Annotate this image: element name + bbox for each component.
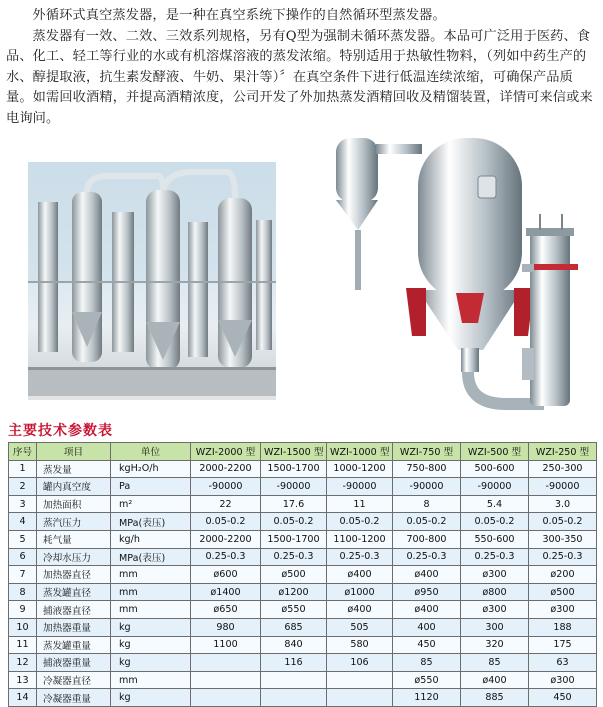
row-item: 蒸发罐直径: [37, 583, 111, 601]
cell-wzi-500: ø300: [461, 601, 529, 619]
cell-wzi-250: 3.0: [529, 495, 597, 513]
table-row: [9, 601, 597, 619]
row-no: 14: [9, 689, 37, 707]
cell-wzi-2000: ø600: [191, 566, 261, 584]
cell-wzi-2000: -90000: [191, 478, 261, 496]
table-header-row: [9, 443, 597, 461]
cell-wzi-750: ø950: [393, 583, 461, 601]
cell-wzi-2000: 1100: [191, 636, 261, 654]
evaporator-diagram-illustration: [318, 118, 596, 413]
cell-wzi-1000: ø400: [327, 601, 393, 619]
cell-wzi-750: 400: [393, 618, 461, 636]
table-row: [9, 583, 597, 601]
spec-table: [8, 442, 597, 707]
header-wzi-1500: WZI-1500 型: [261, 443, 327, 461]
factory-photo: [28, 162, 276, 400]
cell-wzi-1000: 0.25-0.3: [327, 548, 393, 566]
row-no: 5: [9, 530, 37, 548]
cell-wzi-1500: 1500-1700: [261, 530, 327, 548]
cell-wzi-1000: 11: [327, 495, 393, 513]
cell-wzi-1500: 1500-1700: [261, 460, 327, 478]
cell-wzi-750: 1120: [393, 689, 461, 707]
row-item: 加热器重量: [37, 618, 111, 636]
cell-wzi-500: ø400: [461, 671, 529, 689]
row-no: 2: [9, 478, 37, 496]
row-unit: kgH₂O/h: [111, 460, 191, 478]
row-no: 9: [9, 601, 37, 619]
cell-wzi-1500: 685: [261, 618, 327, 636]
row-no: 12: [9, 654, 37, 672]
row-item: 冷凝器重量: [37, 689, 111, 707]
row-unit: Pa: [111, 478, 191, 496]
cell-wzi-250: ø300: [529, 601, 597, 619]
row-no: 13: [9, 671, 37, 689]
header-wzi-1000: WZI-1000 型: [327, 443, 393, 461]
cell-wzi-2000: 2000-2200: [191, 460, 261, 478]
cell-wzi-1500: 17.6: [261, 495, 327, 513]
cell-wzi-1500: 0.25-0.3: [261, 548, 327, 566]
cell-wzi-2000: [191, 689, 261, 707]
cell-wzi-1000: ø1000: [327, 583, 393, 601]
table-title: 主要技术参数表: [8, 423, 113, 439]
evaporator-photo-illustration: [28, 162, 276, 396]
row-item: 冷凝器直径: [37, 671, 111, 689]
table-row: [9, 689, 597, 707]
row-item: 加热器直径: [37, 566, 111, 584]
row-no: 11: [9, 636, 37, 654]
cell-wzi-750: 0.05-0.2: [393, 513, 461, 531]
row-no: 7: [9, 566, 37, 584]
table-row: [9, 478, 597, 496]
cell-wzi-2000: ø1400: [191, 583, 261, 601]
cell-wzi-1000: -90000: [327, 478, 393, 496]
table-row: [9, 654, 597, 672]
cell-wzi-250: 450: [529, 689, 597, 707]
row-unit: kg: [111, 654, 191, 672]
cell-wzi-2000: 0.05-0.2: [191, 513, 261, 531]
cell-wzi-1000: [327, 689, 393, 707]
row-unit: MPa(表压): [111, 548, 191, 566]
cell-wzi-250: 250-300: [529, 460, 597, 478]
cell-wzi-1000: 1000-1200: [327, 460, 393, 478]
cell-wzi-750: 750-800: [393, 460, 461, 478]
row-no: 4: [9, 513, 37, 531]
header-wzi-500: WZI-500 型: [461, 443, 529, 461]
cell-wzi-500: 885: [461, 689, 529, 707]
header-no: 序号: [9, 443, 37, 461]
header-wzi-2000: WZI-2000 型: [191, 443, 261, 461]
row-unit: kg/h: [111, 530, 191, 548]
cell-wzi-500: 300: [461, 618, 529, 636]
cell-wzi-750: ø400: [393, 566, 461, 584]
table-row: [9, 530, 597, 548]
cell-wzi-250: 300-350: [529, 530, 597, 548]
row-item: 耗气量: [37, 530, 111, 548]
row-unit: mm: [111, 583, 191, 601]
cell-wzi-1000: [327, 671, 393, 689]
row-no: 1: [9, 460, 37, 478]
cell-wzi-500: ø300: [461, 566, 529, 584]
row-item: 捕液器重量: [37, 654, 111, 672]
table-row: [9, 460, 597, 478]
cell-wzi-2000: [191, 654, 261, 672]
cell-wzi-1000: 580: [327, 636, 393, 654]
table-row: [9, 495, 597, 513]
row-item: 加热面积: [37, 495, 111, 513]
cell-wzi-500: 85: [461, 654, 529, 672]
cell-wzi-500: 5.4: [461, 495, 529, 513]
row-item: 蒸发罐重量: [37, 636, 111, 654]
cell-wzi-500: 550-600: [461, 530, 529, 548]
table-row: [9, 548, 597, 566]
cell-wzi-250: ø500: [529, 583, 597, 601]
row-unit: m²: [111, 495, 191, 513]
cell-wzi-750: 0.25-0.3: [393, 548, 461, 566]
cell-wzi-500: 0.25-0.3: [461, 548, 529, 566]
row-unit: MPa(表压): [111, 513, 191, 531]
evaporator-render: [318, 118, 596, 413]
table-row: [9, 566, 597, 584]
header-wzi-750: WZI-750 型: [393, 443, 461, 461]
row-unit: mm: [111, 601, 191, 619]
row-unit: kg: [111, 689, 191, 707]
cell-wzi-1500: ø500: [261, 566, 327, 584]
row-no: 10: [9, 618, 37, 636]
cell-wzi-1500: ø550: [261, 601, 327, 619]
row-item: 捕液器直径: [37, 601, 111, 619]
intro-paragraph-1: 外循环式真空蒸发器，是一种在真空系统下操作的自然循环型蒸发器。: [32, 8, 446, 23]
table-row: [9, 618, 597, 636]
cell-wzi-250: 0.05-0.2: [529, 513, 597, 531]
cell-wzi-1500: ø1200: [261, 583, 327, 601]
header-wzi-250: WZI-250 型: [529, 443, 597, 461]
row-item: 罐内真空度: [37, 478, 111, 496]
cell-wzi-1500: 840: [261, 636, 327, 654]
row-unit: mm: [111, 566, 191, 584]
row-unit: kg: [111, 618, 191, 636]
cell-wzi-500: -90000: [461, 478, 529, 496]
cell-wzi-750: 700-800: [393, 530, 461, 548]
table-row: [9, 513, 597, 531]
cell-wzi-1500: [261, 689, 327, 707]
cell-wzi-1500: -90000: [261, 478, 327, 496]
intro-text: [6, 6, 594, 130]
cell-wzi-1000: 0.05-0.2: [327, 513, 393, 531]
row-item: 蒸汽压力: [37, 513, 111, 531]
row-no: 8: [9, 583, 37, 601]
cell-wzi-500: 500-600: [461, 460, 529, 478]
cell-wzi-2000: 22: [191, 495, 261, 513]
cell-wzi-750: ø400: [393, 601, 461, 619]
cell-wzi-750: 450: [393, 636, 461, 654]
row-item: 蒸发量: [37, 460, 111, 478]
cell-wzi-250: 188: [529, 618, 597, 636]
cell-wzi-250: 175: [529, 636, 597, 654]
row-no: 3: [9, 495, 37, 513]
cell-wzi-2000: 2000-2200: [191, 530, 261, 548]
cell-wzi-1500: 116: [261, 654, 327, 672]
cell-wzi-250: ø200: [529, 566, 597, 584]
intro-paragraph-2: 蒸发器有一效、二效、三效系列规格，另有Q型为强制未循环蒸发器。本品可广泛用于医药、食品、化工、轻工等行业的水或有机溶煤溶液的蒸发浓缩。特别适用于热敏性物料，（列如中药生产的水、醇提取液，抗生素发酵液、牛奶、果汁等）〞在真空条件下进行低温连续浓缩，可确保产品质量。如需回收酒精，并提高酒精浓度，公司开发了外加热蒸发酒精回收及精馏装置，详情可来信或来电询问。: [6, 28, 593, 126]
table-row: [9, 636, 597, 654]
cell-wzi-500: 0.05-0.2: [461, 513, 529, 531]
cell-wzi-750: -90000: [393, 478, 461, 496]
cell-wzi-1000: 1100-1200: [327, 530, 393, 548]
header-unit: 单位: [111, 443, 191, 461]
row-unit: mm: [111, 671, 191, 689]
header-item: 项目: [37, 443, 111, 461]
cell-wzi-500: ø800: [461, 583, 529, 601]
cell-wzi-2000: ø650: [191, 601, 261, 619]
table-row: [9, 671, 597, 689]
cell-wzi-1500: [261, 671, 327, 689]
cell-wzi-750: 85: [393, 654, 461, 672]
cell-wzi-2000: 980: [191, 618, 261, 636]
row-item: 冷却水压力: [37, 548, 111, 566]
cell-wzi-250: 0.25-0.3: [529, 548, 597, 566]
cell-wzi-2000: 0.25-0.3: [191, 548, 261, 566]
cell-wzi-750: 8: [393, 495, 461, 513]
cell-wzi-750: ø550: [393, 671, 461, 689]
cell-wzi-2000: [191, 671, 261, 689]
cell-wzi-1500: 0.05-0.2: [261, 513, 327, 531]
cell-wzi-250: -90000: [529, 478, 597, 496]
cell-wzi-1000: 505: [327, 618, 393, 636]
cell-wzi-250: 63: [529, 654, 597, 672]
cell-wzi-500: 320: [461, 636, 529, 654]
row-unit: kg: [111, 636, 191, 654]
cell-wzi-250: ø300: [529, 671, 597, 689]
cell-wzi-1000: 106: [327, 654, 393, 672]
cell-wzi-1000: ø400: [327, 566, 393, 584]
row-no: 6: [9, 548, 37, 566]
